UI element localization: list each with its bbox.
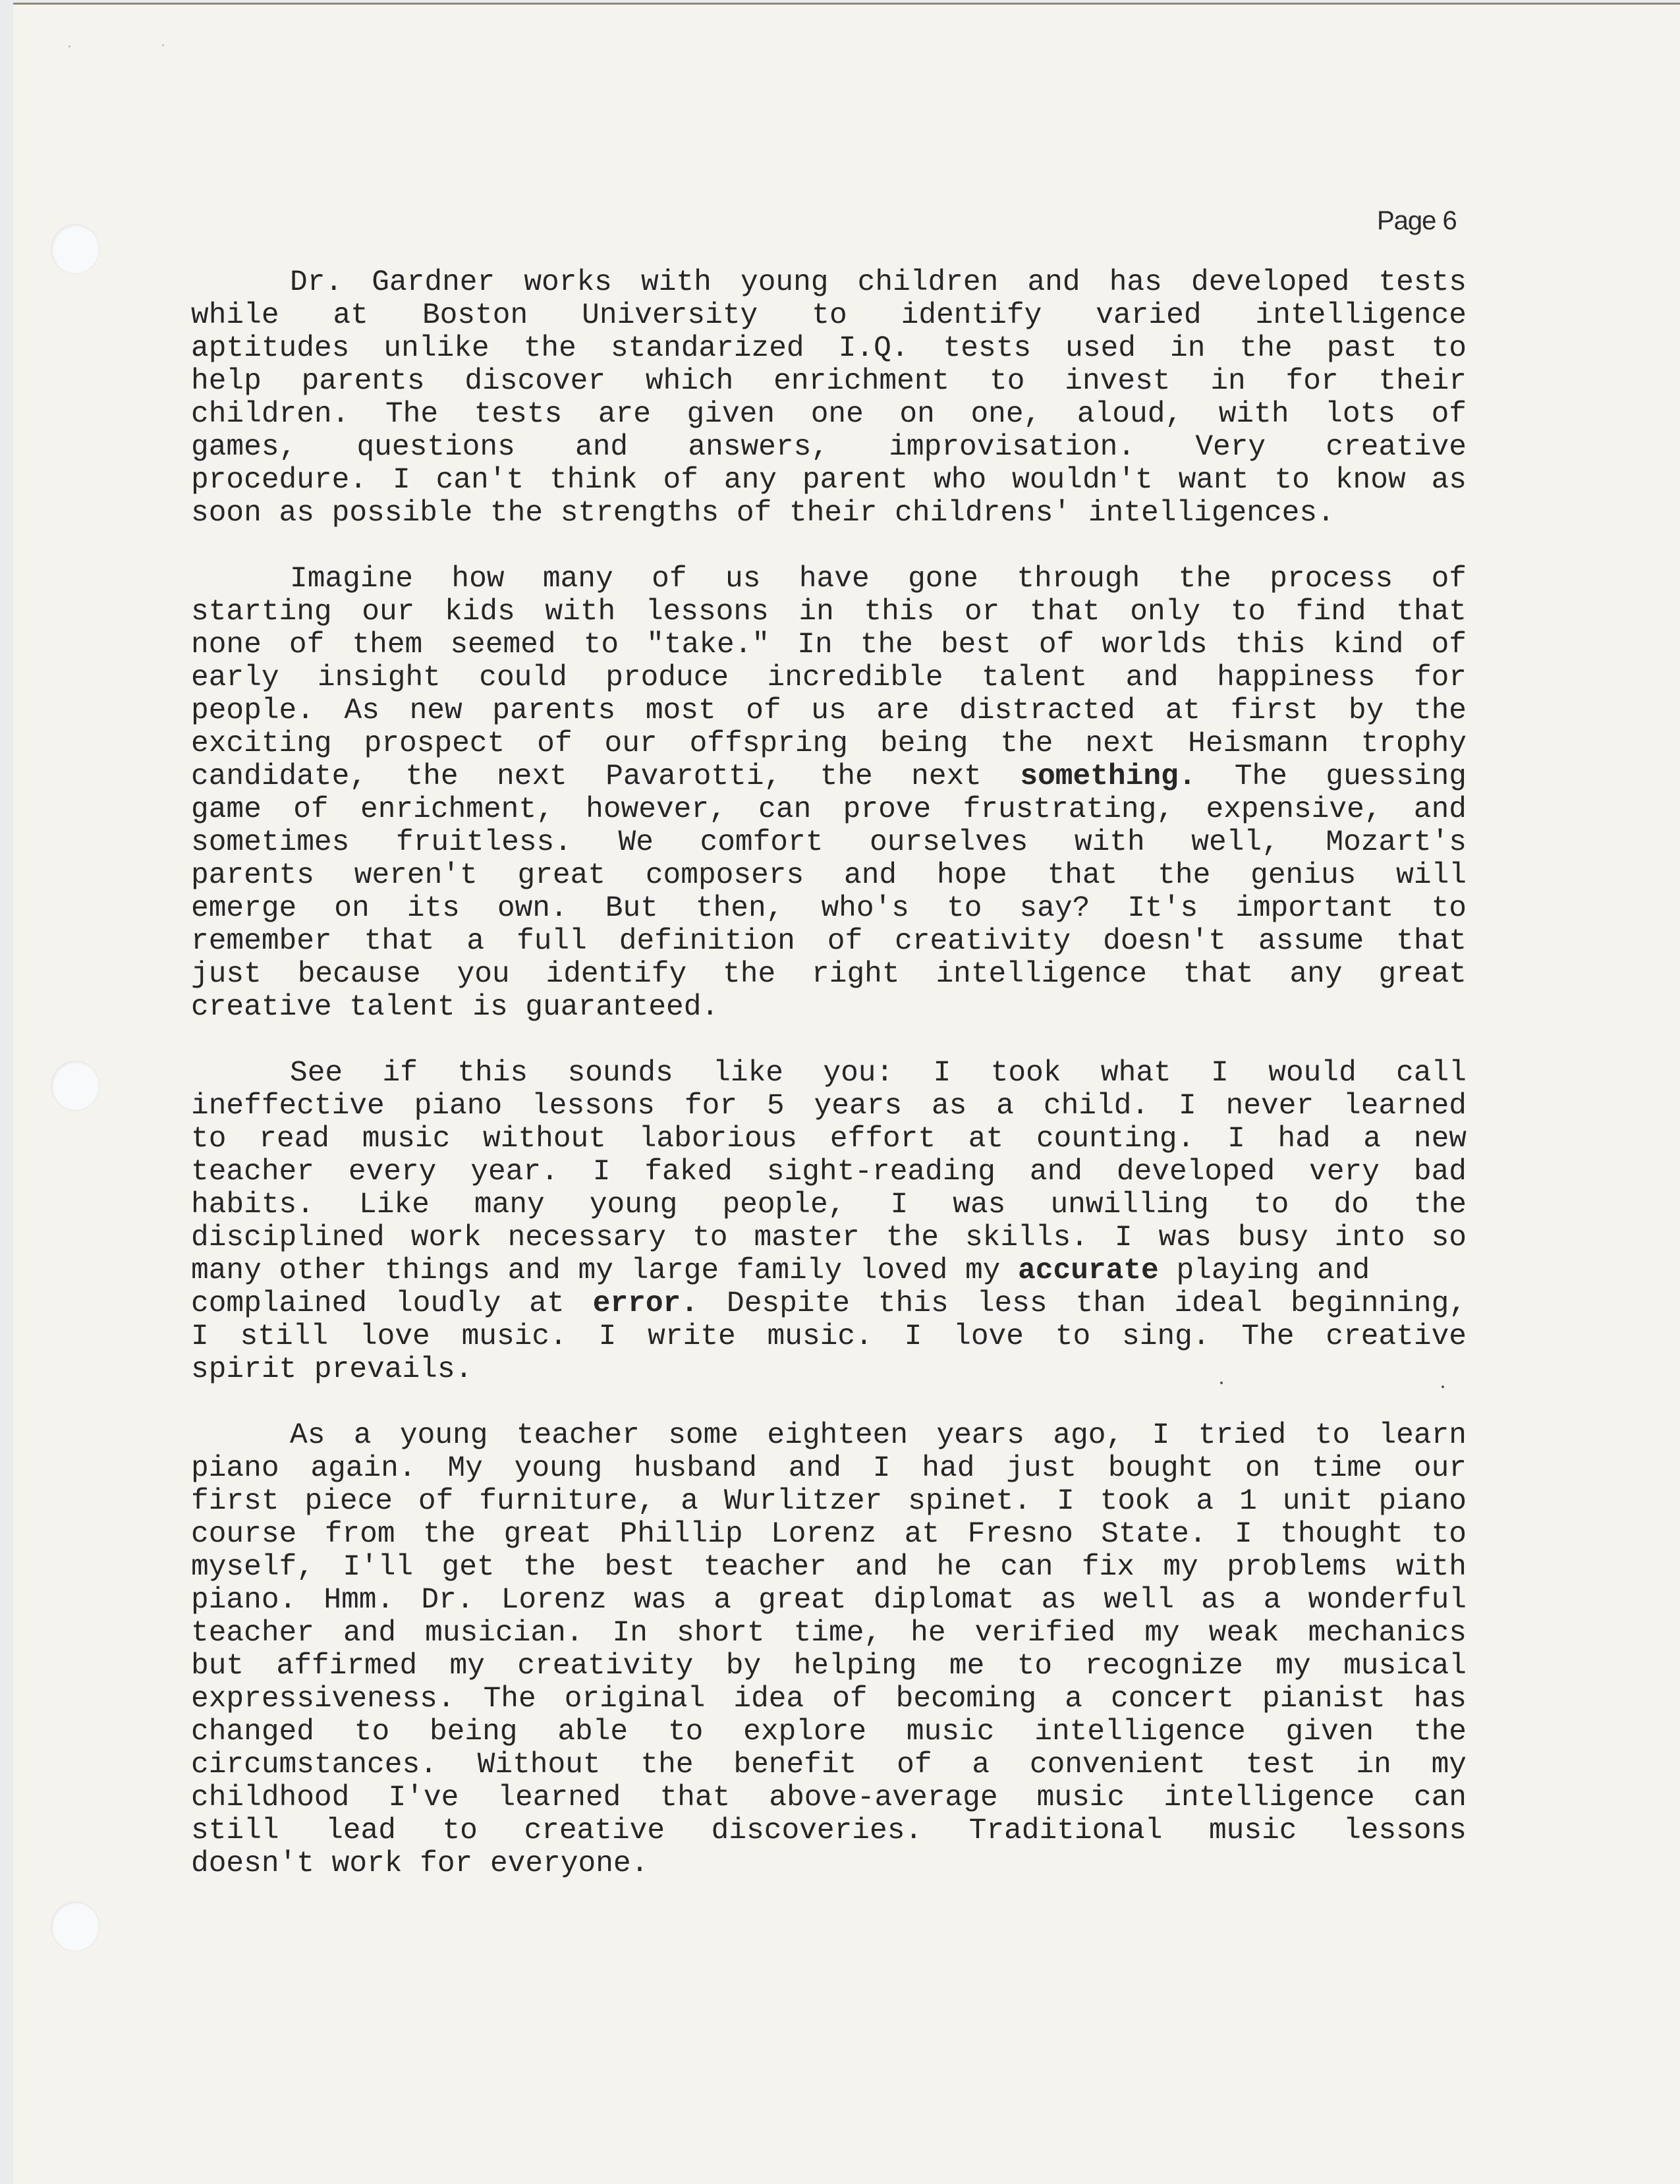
text-line: teacher and musician. In short time, he verified my weak mechanics bbox=[191, 1617, 1467, 1650]
text-line: habits. Like many young people, I was unwilling to do the bbox=[191, 1189, 1467, 1221]
text-line: game of enrichment, however, can prove frustrating, expensive, and bbox=[191, 793, 1467, 826]
text-line: spirit prevails. bbox=[191, 1353, 473, 1386]
text-line: children. The tests are given one on one, aloud, with lots of bbox=[191, 398, 1467, 431]
text-line: course from the great Phillip Lorenz at Fresno State. I thought to bbox=[191, 1518, 1467, 1551]
text-line: changed to being able to explore music intelligence given the bbox=[191, 1716, 1467, 1749]
text-line: remember that a full definition of creativity doesn't assume that bbox=[191, 925, 1467, 958]
paragraph bbox=[191, 563, 1467, 1024]
text-line: first piece of furniture, a Wurlitzer spinet. I took a 1 unit piano bbox=[191, 1485, 1467, 1518]
text-line: people. As new parents most of us are distracted at first by the bbox=[191, 694, 1467, 727]
text-line: expressiveness. The original idea of becoming a concert pianist has bbox=[191, 1683, 1467, 1716]
text-line: childhood I've learned that above-average music intelligence can bbox=[191, 1781, 1467, 1814]
text-line: exciting prospect of our offspring being the next Heismann trophy bbox=[191, 727, 1467, 760]
text-line: but affirmed my creativity by helping me to recognize my musical bbox=[191, 1650, 1467, 1683]
text-line: aptitudes unlike the standarized I.Q. tests used in the past to bbox=[191, 332, 1467, 365]
paragraph bbox=[191, 266, 1467, 530]
text-line bbox=[191, 760, 1467, 793]
text-line: As a young teacher some eighteen years ago, I tried to learn bbox=[290, 1419, 1467, 1452]
page-number: Page 6 bbox=[1377, 206, 1457, 235]
punch-hole-top bbox=[51, 225, 99, 273]
text-line: emerge on its own. But then, who's to say? It's important to bbox=[191, 892, 1467, 925]
text-line: sometimes fruitless. We comfort ourselves with well, Mozart's bbox=[191, 826, 1467, 859]
bold-emphasis: accurate bbox=[1018, 1254, 1159, 1287]
text-line: still lead to creative discoveries. Traditional music lessons bbox=[191, 1814, 1467, 1847]
paper-speck bbox=[162, 44, 164, 46]
text-line bbox=[191, 1254, 1467, 1287]
document-body bbox=[191, 266, 1467, 1913]
text-line: soon as possible the strengths of their childrens' intelligences. bbox=[191, 497, 1335, 530]
text-line: help parents discover which enrichment to invest in for their bbox=[191, 365, 1467, 398]
text-run: The guessing bbox=[1196, 760, 1467, 793]
text-line: ineffective piano lessons for 5 years as a child. I never learned bbox=[191, 1090, 1467, 1123]
text-line bbox=[191, 1287, 1467, 1320]
bold-emphasis: something. bbox=[1020, 760, 1196, 793]
text-line: Dr. Gardner works with young children and has developed tests bbox=[290, 266, 1467, 299]
punch-hole-middle bbox=[51, 1061, 99, 1110]
text-run: complained loudly at bbox=[191, 1287, 593, 1320]
text-line: just because you identify the right intelligence that any great bbox=[191, 958, 1467, 991]
text-line: myself, I'll get the best teacher and he can fix my problems with bbox=[191, 1551, 1467, 1584]
text-line: starting our kids with lessons in this or that only to find that bbox=[191, 596, 1467, 629]
text-line: Imagine how many of us have gone through the process of bbox=[290, 563, 1467, 596]
text-line: procedure. I can't think of any parent who wouldn't want to know as bbox=[191, 464, 1467, 497]
text-line: I still love music. I write music. I love to sing. The creative bbox=[191, 1320, 1467, 1353]
text-line: piano. Hmm. Dr. Lorenz was a great diplomat as well as a wonderful bbox=[191, 1584, 1467, 1617]
text-line: games, questions and answers, improvisation. Very creative bbox=[191, 431, 1467, 464]
paragraph bbox=[191, 1057, 1467, 1386]
text-run: candidate, the next Pavarotti, the next bbox=[191, 760, 1021, 793]
text-line: doesn't work for everyone. bbox=[191, 1847, 649, 1880]
text-line: teacher every year. I faked sight-reading and developed very bad bbox=[191, 1156, 1467, 1189]
text-run: many other things and my large family loved my bbox=[191, 1254, 1019, 1287]
text-line: circumstances. Without the benefit of a convenient test in my bbox=[191, 1749, 1467, 1781]
text-line: piano again. My young husband and I had just bought on time our bbox=[191, 1452, 1467, 1485]
text-line: parents weren't great composers and hope that the genius will bbox=[191, 859, 1467, 892]
punch-hole-bottom bbox=[51, 1902, 99, 1951]
text-line: See if this sounds like you: I took what I would call bbox=[290, 1057, 1467, 1090]
text-run: Despite this less than ideal beginning, bbox=[698, 1287, 1467, 1320]
text-line: while at Boston University to identify varied intelligence bbox=[191, 299, 1467, 332]
bold-emphasis: error. bbox=[592, 1287, 698, 1320]
text-run: playing and bbox=[1158, 1254, 1370, 1287]
text-line: early insight could produce incredible talent and happiness for bbox=[191, 661, 1467, 694]
text-line: to read music without laborious effort at counting. I had a new bbox=[191, 1123, 1467, 1156]
text-line: disciplined work necessary to master the skills. I was busy into so bbox=[191, 1221, 1467, 1254]
text-line: creative talent is guaranteed. bbox=[191, 991, 719, 1024]
text-line: none of them seemed to "take." In the best of worlds this kind of bbox=[191, 629, 1467, 661]
paper-speck bbox=[69, 45, 70, 47]
paragraph bbox=[191, 1419, 1467, 1880]
